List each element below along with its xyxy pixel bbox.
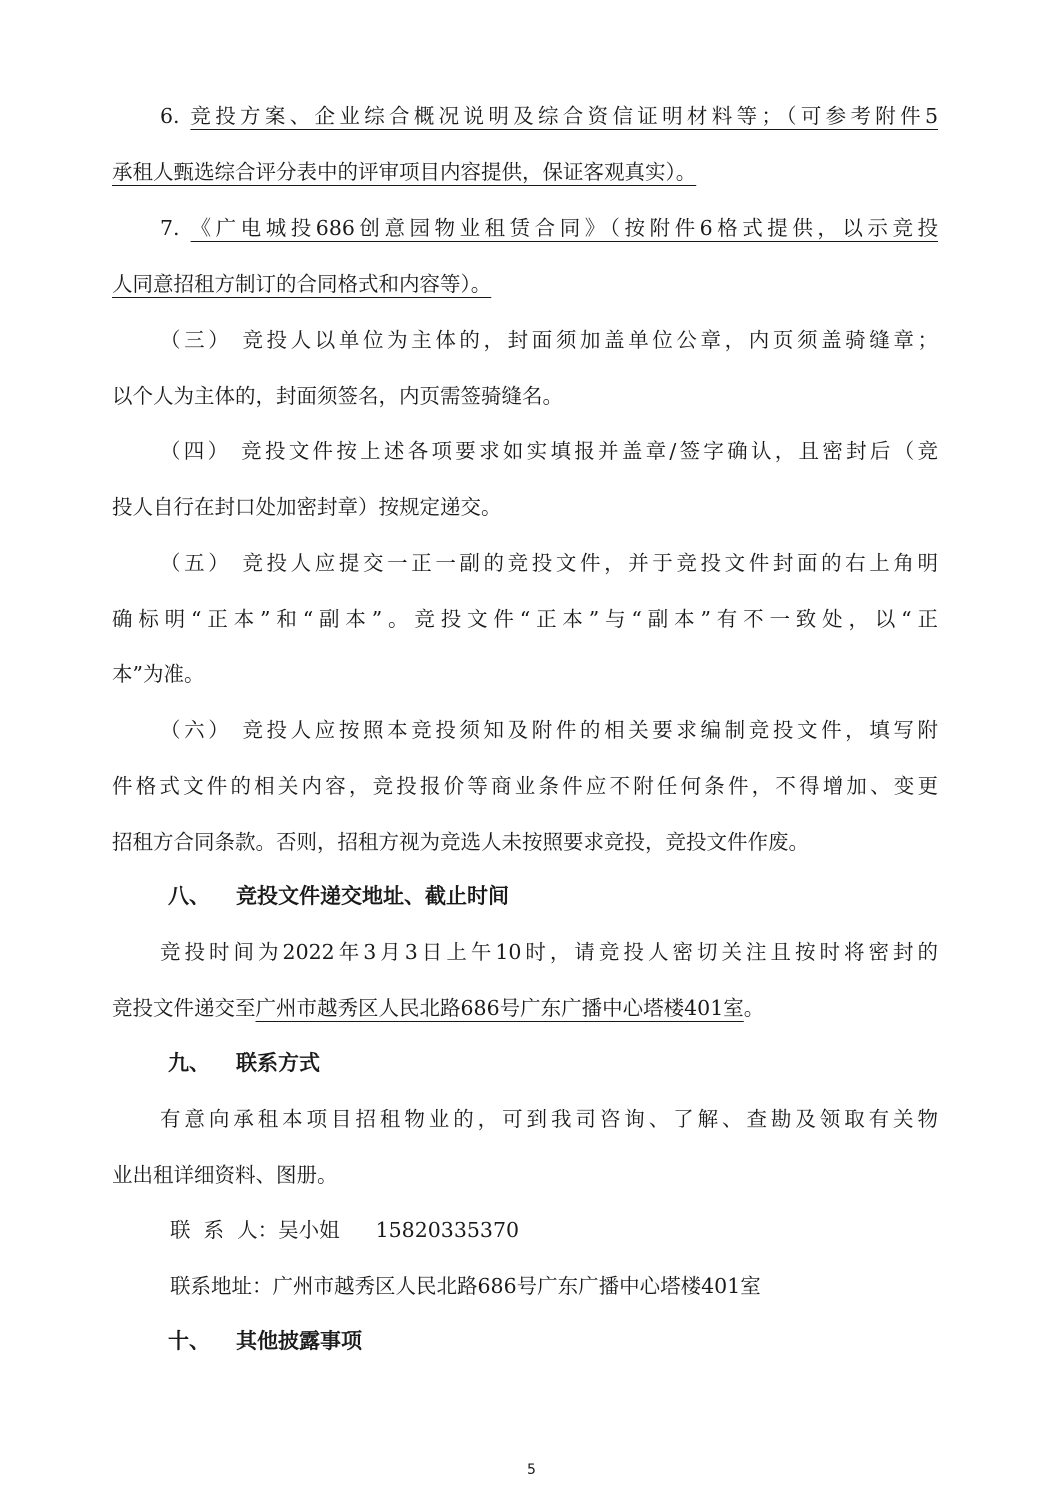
contact-phone: 15820335370	[375, 1218, 520, 1242]
item6-number: 6.	[160, 104, 191, 128]
clause5-text: （五） 竞投人应提交一正一副的竞投文件，并于竞投文件封面的右上角明	[160, 551, 938, 575]
section8-line2	[112, 993, 938, 1023]
section8-title: 竞投文件递交地址、截止时间	[236, 884, 509, 908]
clause6-line1	[112, 715, 938, 745]
item6-text: 竞投方案、企业综合概况说明及综合资信证明材料等；（可参考附件5	[190, 104, 938, 128]
section8-address: 广州市越秀区人民北路686号广东广播中心塔楼401室	[255, 996, 744, 1020]
item6-text-cont: 承租人甄选综合评分表中的评审项目内容提供，保证客观真实）。	[112, 160, 697, 184]
item7-text-cont: 人同意招租方制订的合同格式和内容等）。	[112, 272, 492, 296]
clause5-line3: 本”为准。	[112, 662, 205, 686]
contact-person-line	[112, 1215, 938, 1245]
section8-line1	[112, 937, 938, 967]
item7-text: 《广电城投686创意园物业租赁合同》（按附件6格式提供，以示竞投	[190, 216, 938, 240]
section9-line1	[112, 1104, 938, 1134]
section8-text: 竞投时间为2022年3月3日上午10时，请竞投人密切关注且按时将密封的	[160, 940, 938, 964]
clause4-line1	[112, 436, 938, 466]
section9-number: 九、	[168, 1051, 210, 1075]
contact-address-line	[112, 1271, 938, 1301]
section10-heading	[168, 1326, 362, 1356]
section8-heading	[168, 881, 509, 911]
clause6-line3: 招租方合同条款。否则，招租方视为竞选人未按照要求竞投，竞投文件作废。	[112, 830, 809, 854]
clause4-line2: 投人自行在封口处加密封章）按规定递交。	[112, 495, 502, 519]
section9-heading	[168, 1048, 320, 1078]
section8-prefix: 竞投文件递交至	[112, 996, 256, 1020]
section9-title: 联系方式	[236, 1051, 320, 1075]
section10-number: 十、	[168, 1329, 210, 1353]
section9-line2: 业出租详细资料、图册。	[112, 1163, 338, 1187]
section9-text: 有意向承租本项目招租物业的，可到我司咨询、了解、查勘及领取有关物	[160, 1107, 938, 1131]
contact-person-label: 联 系 人：	[170, 1218, 279, 1242]
page-number: 5	[527, 1462, 536, 1478]
clause3-line2: 以个人为主体的，封面须签名，内页需签骑缝名。	[112, 384, 563, 408]
section8-suffix: 。	[743, 996, 765, 1020]
contact-address-value: 广州市越秀区人民北路686号广东广播中心塔楼401室	[272, 1274, 761, 1298]
clause3-line1	[112, 325, 938, 355]
clause5-line2: 确标明“正本”和“副本”。竞投文件“正本”与“副本”有不一致处，以“正	[112, 607, 938, 631]
clause3-text: （三） 竞投人以单位为主体的，封面须加盖单位公章，内页须盖骑缝章；	[160, 328, 938, 352]
clause6-line2: 件格式文件的相关内容，竞投报价等商业条件应不附任何条件，不得增加、变更	[112, 774, 938, 798]
clause5-line1	[112, 548, 938, 578]
contact-person-name: 吴小姐	[278, 1218, 340, 1242]
clause6-text: （六） 竞投人应按照本竞投须知及附件的相关要求编制竞投文件，填写附	[160, 718, 938, 742]
item6-line1	[112, 101, 938, 131]
item7-line2	[112, 269, 938, 299]
item7-line1	[112, 213, 938, 243]
section10-title: 其他披露事项	[236, 1329, 362, 1353]
item7-number: 7.	[160, 216, 191, 240]
section8-number: 八、	[168, 884, 210, 908]
clause4-text: （四） 竞投文件按上述各项要求如实填报并盖章/签字确认，且密封后（竞	[160, 439, 938, 463]
item6-line2	[112, 157, 938, 187]
contact-address-label: 联系地址：	[170, 1274, 273, 1298]
